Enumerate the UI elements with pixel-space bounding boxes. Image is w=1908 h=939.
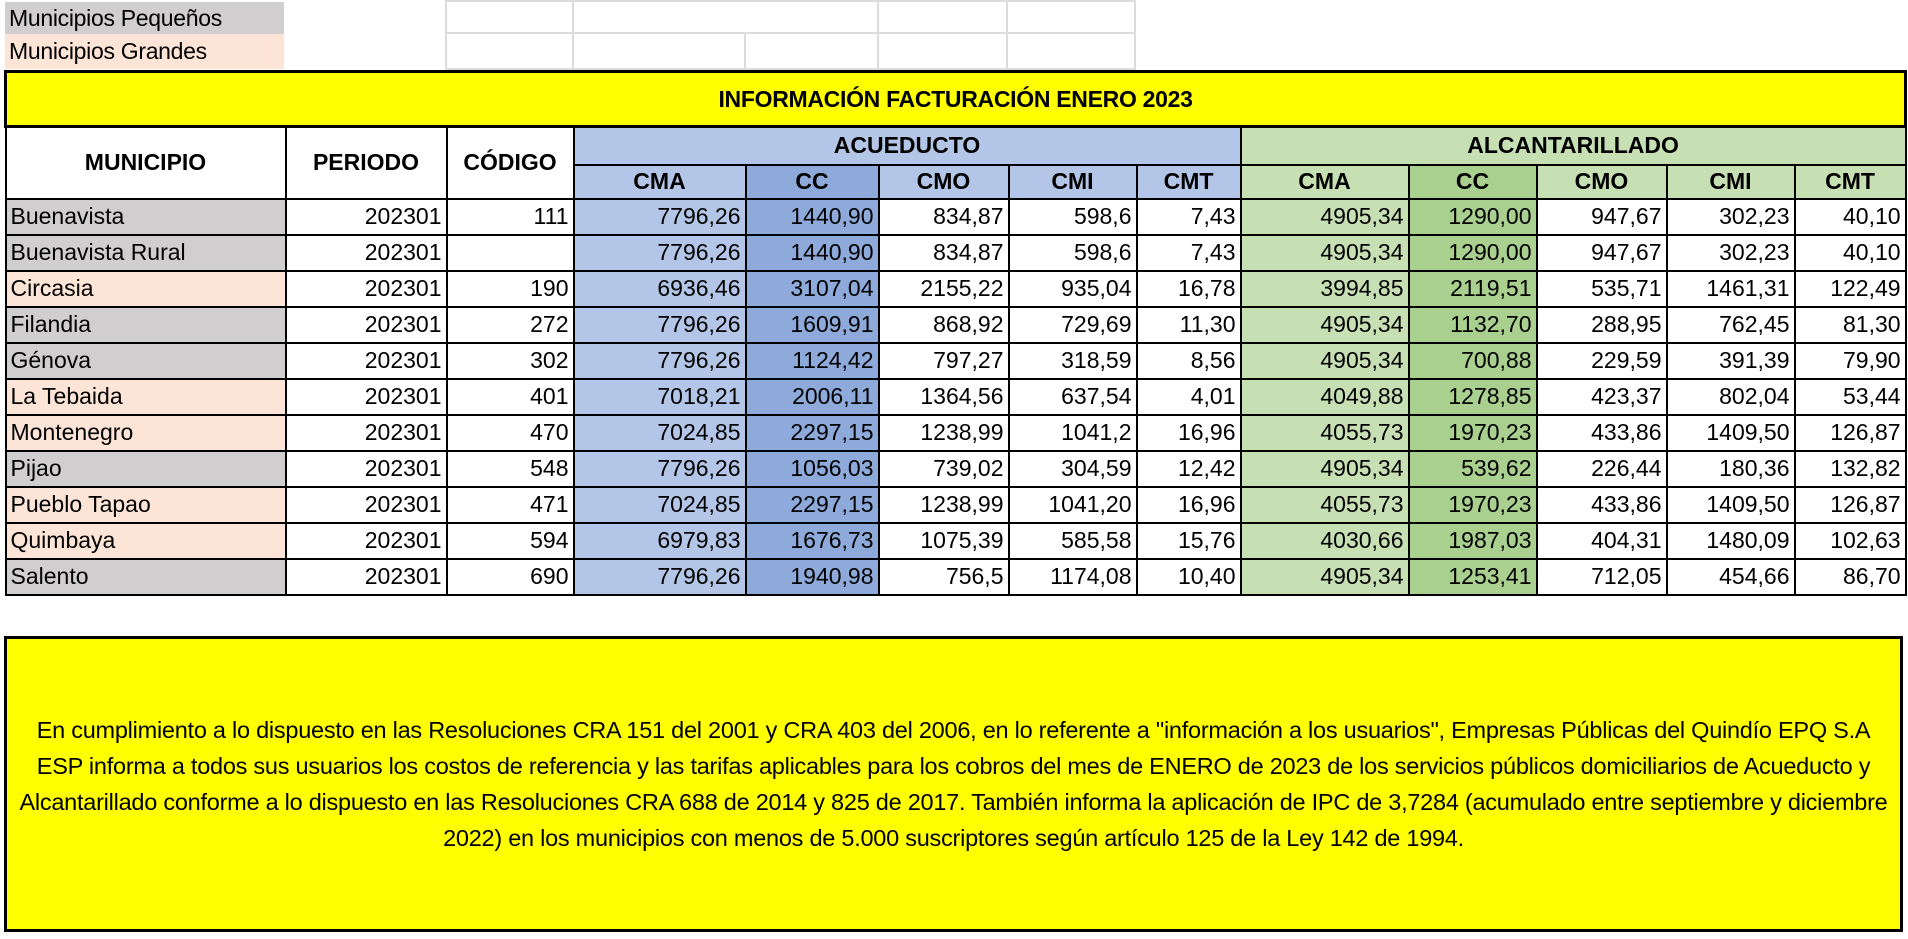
cell-acu-cmi[interactable]: 637,54 [1009, 379, 1137, 415]
cell-codigo[interactable]: 548 [447, 451, 574, 487]
header-acu-cmo: CMO [879, 165, 1009, 199]
cell-municipio[interactable]: Buenavista [6, 199, 286, 235]
header-alc-cmt: CMT [1795, 165, 1906, 199]
cell-alc-cmi[interactable]: 1409,50 [1667, 415, 1795, 451]
cell-municipio[interactable]: Filandia [6, 307, 286, 343]
cell-acu-cmi[interactable]: 585,58 [1009, 523, 1137, 559]
cell-codigo[interactable] [447, 235, 574, 271]
header-acu-cmt: CMT [1137, 165, 1241, 199]
cell-alc-cmt[interactable]: 86,70 [1795, 559, 1906, 595]
cell-acu-cma[interactable]: 7796,26 [574, 235, 746, 271]
cell-codigo[interactable]: 272 [447, 307, 574, 343]
cell-acu-cc[interactable]: 1440,90 [746, 199, 879, 235]
cell-alc-cmi[interactable]: 1461,31 [1667, 271, 1795, 307]
cell-acu-cmi[interactable]: 598,6 [1009, 235, 1137, 271]
cell-alc-cmt[interactable]: 132,82 [1795, 451, 1906, 487]
cell-alc-cmo[interactable]: 947,67 [1537, 235, 1667, 271]
cell-alc-cmo[interactable]: 433,86 [1537, 487, 1667, 523]
cell-acu-cmo[interactable]: 834,87 [879, 199, 1009, 235]
header-alc-cc: CC [1409, 165, 1537, 199]
cell-acu-cmt[interactable]: 16,96 [1137, 487, 1241, 523]
table-row [6, 559, 1906, 595]
cell-acu-cma[interactable]: 6936,46 [574, 271, 746, 307]
cell-periodo[interactable]: 202301 [286, 379, 447, 415]
cell-alc-cmt[interactable]: 102,63 [1795, 523, 1906, 559]
cell-alc-cma[interactable]: 3994,85 [1241, 271, 1409, 307]
cell-acu-cmo[interactable]: 2155,22 [879, 271, 1009, 307]
cell-acu-cmi[interactable]: 598,6 [1009, 199, 1137, 235]
legend-municipios-grandes: Municipios Grandes [5, 34, 284, 69]
cell-acu-cmt[interactable]: 16,96 [1137, 415, 1241, 451]
cell-codigo[interactable]: 302 [447, 343, 574, 379]
table-row [6, 199, 1906, 235]
cell-alc-cma[interactable]: 4905,34 [1241, 235, 1409, 271]
cell-alc-cc[interactable]: 1970,23 [1409, 415, 1537, 451]
cell-alc-cmo[interactable]: 423,37 [1537, 379, 1667, 415]
cell-periodo[interactable]: 202301 [286, 343, 447, 379]
cell-alc-cc[interactable]: 539,62 [1409, 451, 1537, 487]
cell-alc-cmi[interactable]: 180,36 [1667, 451, 1795, 487]
cell-alc-cmt[interactable]: 40,10 [1795, 235, 1906, 271]
cell-alc-cma[interactable]: 4055,73 [1241, 415, 1409, 451]
cell-alc-cc[interactable]: 1970,23 [1409, 487, 1537, 523]
cell-acu-cc[interactable]: 2006,11 [746, 379, 879, 415]
cell-acu-cc[interactable]: 3107,04 [746, 271, 879, 307]
cell-alc-cma[interactable]: 4905,34 [1241, 343, 1409, 379]
header-alc-cmo: CMO [1537, 165, 1667, 199]
cell-periodo[interactable]: 202301 [286, 487, 447, 523]
cell-acu-cmo[interactable]: 868,92 [879, 307, 1009, 343]
cell-acu-cma[interactable]: 6979,83 [574, 523, 746, 559]
cell-acu-cmo[interactable]: 739,02 [879, 451, 1009, 487]
empty-cell[interactable] [445, 32, 574, 70]
empty-cell[interactable] [744, 32, 879, 70]
cell-acu-cmi[interactable]: 935,04 [1009, 271, 1137, 307]
cell-alc-cc[interactable]: 1132,70 [1409, 307, 1537, 343]
header-alc-cmi: CMI [1667, 165, 1795, 199]
cell-acu-cmo[interactable]: 1364,56 [879, 379, 1009, 415]
empty-cell[interactable] [877, 32, 1008, 70]
cell-alc-cmo[interactable]: 404,31 [1537, 523, 1667, 559]
cell-acu-cma[interactable]: 7024,85 [574, 415, 746, 451]
cell-acu-cma[interactable]: 7796,26 [574, 343, 746, 379]
cell-acu-cc[interactable]: 2297,15 [746, 487, 879, 523]
cell-alc-cmt[interactable]: 122,49 [1795, 271, 1906, 307]
cell-acu-cmt[interactable]: 11,30 [1137, 307, 1241, 343]
cell-municipio[interactable]: Salento [6, 559, 286, 595]
cell-acu-cc[interactable]: 2297,15 [746, 415, 879, 451]
table-row [6, 487, 1906, 523]
table-row [6, 271, 1906, 307]
cell-codigo[interactable]: 190 [447, 271, 574, 307]
cell-municipio[interactable]: Buenavista Rural [6, 235, 286, 271]
cell-alc-cma[interactable]: 4905,34 [1241, 559, 1409, 595]
cell-acu-cmt[interactable]: 15,76 [1137, 523, 1241, 559]
legal-notice-text: En cumplimiento a lo dispuesto en las Resoluciones CRA 151 del 2001 y CRA 403 del 2006, en lo referente a "información a los usuarios", Empresas Públicas del Quindío EPQ S.A ESP informa a todos sus usuarios los costos de referencia y las tarifas aplicables para los cobros del mes de ENERO de 2023 de los servicios públicos domiciliarios de Acueducto y Alcantarillado conforme a lo dispuesto en las Resoluciones CRA 688 de 2014 y 825 de 2017. También informa la aplicación de IPC de 3,7284 (acumulado entre septiembre y diciembre 2022) en los municipios con menos de 5.000 suscriptores según artículo 125 de la Ley 142 de 1994. [19, 717, 1888, 851]
cell-alc-cma[interactable]: 4905,34 [1241, 451, 1409, 487]
header-alcantarillado: ALCANTARILLADO [1241, 127, 1906, 165]
cell-periodo[interactable]: 202301 [286, 451, 447, 487]
cell-periodo[interactable]: 202301 [286, 559, 447, 595]
cell-periodo[interactable]: 202301 [286, 235, 447, 271]
cell-alc-cc[interactable]: 1278,85 [1409, 379, 1537, 415]
cell-alc-cc[interactable]: 1290,00 [1409, 199, 1537, 235]
cell-acu-cmi[interactable]: 1174,08 [1009, 559, 1137, 595]
table-row [6, 451, 1906, 487]
cell-acu-cc[interactable]: 1056,03 [746, 451, 879, 487]
cell-acu-cmi[interactable]: 1041,20 [1009, 487, 1137, 523]
cell-municipio[interactable]: Montenegro [6, 415, 286, 451]
cell-acu-cmo[interactable]: 797,27 [879, 343, 1009, 379]
empty-cell[interactable] [572, 32, 746, 70]
header-acu-cma: CMA [574, 165, 746, 199]
header-acueducto: ACUEDUCTO [574, 127, 1241, 165]
cell-acu-cmt[interactable]: 12,42 [1137, 451, 1241, 487]
cell-alc-cmt[interactable]: 126,87 [1795, 487, 1906, 523]
table-row [6, 343, 1906, 379]
cell-alc-cmi[interactable]: 302,23 [1667, 199, 1795, 235]
cell-acu-cma[interactable]: 7796,26 [574, 307, 746, 343]
cell-alc-cmi[interactable]: 391,39 [1667, 343, 1795, 379]
cell-alc-cmo[interactable]: 433,86 [1537, 415, 1667, 451]
cell-acu-cmi[interactable]: 1041,2 [1009, 415, 1137, 451]
cell-acu-cmi[interactable]: 304,59 [1009, 451, 1137, 487]
cell-acu-cmt[interactable]: 16,78 [1137, 271, 1241, 307]
cell-acu-cma[interactable]: 7796,26 [574, 199, 746, 235]
cell-alc-cc[interactable]: 1987,03 [1409, 523, 1537, 559]
cell-alc-cc[interactable]: 700,88 [1409, 343, 1537, 379]
table-row [6, 523, 1906, 559]
cell-codigo[interactable]: 690 [447, 559, 574, 595]
cell-alc-cc[interactable]: 1290,00 [1409, 235, 1537, 271]
header-periodo: PERIODO [286, 127, 447, 199]
empty-cell[interactable] [1006, 0, 1136, 34]
cell-codigo[interactable]: 471 [447, 487, 574, 523]
cell-acu-cc[interactable]: 1440,90 [746, 235, 879, 271]
cell-codigo[interactable]: 594 [447, 523, 574, 559]
table-title: INFORMACIÓN FACTURACIÓN ENERO 2023 [6, 72, 1906, 127]
header-acu-cc: CC [746, 165, 879, 199]
cell-alc-cmi[interactable]: 454,66 [1667, 559, 1795, 595]
cell-acu-cmt[interactable]: 7,43 [1137, 235, 1241, 271]
cell-municipio[interactable]: Pueblo Tapao [6, 487, 286, 523]
header-municipio: MUNICIPIO [6, 127, 286, 199]
header-alc-cma: CMA [1241, 165, 1409, 199]
cell-alc-cmo[interactable]: 288,95 [1537, 307, 1667, 343]
cell-acu-cc[interactable]: 1940,98 [746, 559, 879, 595]
cell-alc-cmi[interactable]: 1480,09 [1667, 523, 1795, 559]
cell-periodo[interactable]: 202301 [286, 523, 447, 559]
legend-municipios-pequenos: Municipios Pequeños [5, 2, 284, 34]
cell-alc-cc[interactable]: 2119,51 [1409, 271, 1537, 307]
cell-municipio[interactable]: La Tebaida [6, 379, 286, 415]
cell-codigo[interactable]: 470 [447, 415, 574, 451]
cell-acu-cma[interactable]: 7018,21 [574, 379, 746, 415]
cell-acu-cmo[interactable]: 1075,39 [879, 523, 1009, 559]
cell-alc-cmo[interactable]: 535,71 [1537, 271, 1667, 307]
billing-table [4, 70, 1907, 596]
cell-codigo[interactable]: 111 [447, 199, 574, 235]
cell-municipio[interactable]: Circasia [6, 271, 286, 307]
table-row [6, 415, 1906, 451]
empty-cell[interactable] [1006, 32, 1136, 70]
table-row [6, 307, 1906, 343]
cell-municipio[interactable]: Génova [6, 343, 286, 379]
cell-alc-cma[interactable]: 4905,34 [1241, 199, 1409, 235]
header-acu-cmi: CMI [1009, 165, 1137, 199]
cell-alc-cmi[interactable]: 1409,50 [1667, 487, 1795, 523]
cell-acu-cmo[interactable]: 756,5 [879, 559, 1009, 595]
cell-alc-cmo[interactable]: 226,44 [1537, 451, 1667, 487]
cell-alc-cma[interactable]: 4905,34 [1241, 307, 1409, 343]
cell-periodo[interactable]: 202301 [286, 271, 447, 307]
cell-alc-cmo[interactable]: 947,67 [1537, 199, 1667, 235]
empty-cell[interactable] [572, 0, 879, 34]
cell-alc-cma[interactable]: 4030,66 [1241, 523, 1409, 559]
cell-periodo[interactable]: 202301 [286, 307, 447, 343]
cell-alc-cmt[interactable]: 126,87 [1795, 415, 1906, 451]
cell-periodo[interactable]: 202301 [286, 199, 447, 235]
cell-alc-cmt[interactable]: 53,44 [1795, 379, 1906, 415]
cell-alc-cmi[interactable]: 762,45 [1667, 307, 1795, 343]
cell-acu-cma[interactable]: 7024,85 [574, 487, 746, 523]
empty-cell[interactable] [445, 0, 574, 34]
cell-acu-cc[interactable]: 1609,91 [746, 307, 879, 343]
cell-codigo[interactable]: 401 [447, 379, 574, 415]
cell-acu-cmt[interactable]: 8,56 [1137, 343, 1241, 379]
cell-alc-cmi[interactable]: 802,04 [1667, 379, 1795, 415]
cell-municipio[interactable]: Pijao [6, 451, 286, 487]
cell-alc-cmi[interactable]: 302,23 [1667, 235, 1795, 271]
cell-acu-cc[interactable]: 1124,42 [746, 343, 879, 379]
cell-acu-cma[interactable]: 7796,26 [574, 559, 746, 595]
cell-acu-cmt[interactable]: 7,43 [1137, 199, 1241, 235]
cell-alc-cmt[interactable]: 40,10 [1795, 199, 1906, 235]
cell-acu-cmo[interactable]: 834,87 [879, 235, 1009, 271]
cell-alc-cmt[interactable]: 79,90 [1795, 343, 1906, 379]
cell-acu-cmt[interactable]: 4,01 [1137, 379, 1241, 415]
cell-periodo[interactable]: 202301 [286, 415, 447, 451]
cell-alc-cma[interactable]: 4049,88 [1241, 379, 1409, 415]
cell-alc-cc[interactable]: 1253,41 [1409, 559, 1537, 595]
cell-acu-cmo[interactable]: 1238,99 [879, 415, 1009, 451]
empty-cell[interactable] [877, 0, 1008, 34]
cell-alc-cmt[interactable]: 81,30 [1795, 307, 1906, 343]
cell-alc-cmo[interactable]: 229,59 [1537, 343, 1667, 379]
header-codigo: CÓDIGO [447, 127, 574, 199]
legal-notice-box [4, 636, 1903, 932]
cell-acu-cmt[interactable]: 10,40 [1137, 559, 1241, 595]
cell-municipio[interactable]: Quimbaya [6, 523, 286, 559]
table-row [6, 379, 1906, 415]
table-row [6, 235, 1906, 271]
cell-acu-cmo[interactable]: 1238,99 [879, 487, 1009, 523]
cell-acu-cmi[interactable]: 729,69 [1009, 307, 1137, 343]
cell-alc-cma[interactable]: 4055,73 [1241, 487, 1409, 523]
cell-alc-cmo[interactable]: 712,05 [1537, 559, 1667, 595]
cell-acu-cc[interactable]: 1676,73 [746, 523, 879, 559]
cell-acu-cmi[interactable]: 318,59 [1009, 343, 1137, 379]
cell-acu-cma[interactable]: 7796,26 [574, 451, 746, 487]
